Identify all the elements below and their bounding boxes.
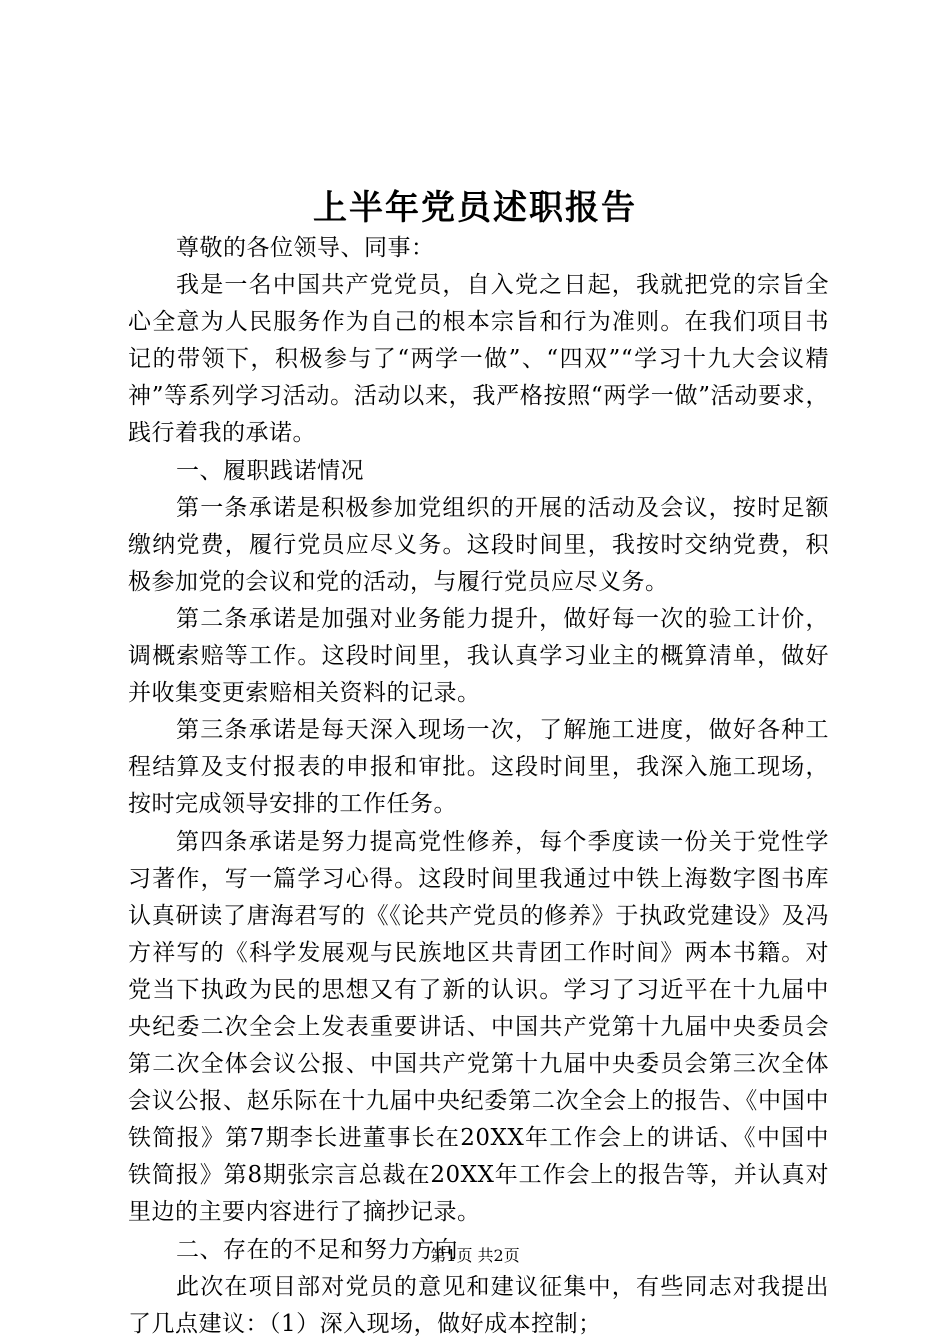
page-footer: 第1页 共2页 xyxy=(430,1246,520,1265)
salutation-paragraph: 尊敬的各位领导、同事： xyxy=(176,235,435,261)
section-heading-2: 二、存在的不足和努力方向 xyxy=(176,1236,458,1263)
commitment-2-paragraph: 第二条承诺是加强对业务能力提升，做好每一次的验工计价，调概索赔等工作。这段时间里，我认真学习业主的概算清单，做好并收集变更索赔相关资料的记录。 xyxy=(128,605,829,707)
commitment-4-paragraph: 第四条承诺是努力提高党性修养，每个季度读一份关于党性学习著作，写一篇学习心得。这段时间里我通过中铁上海数字图书库认真研读了唐海君写的《《论共产党员的修养》于执政党建设》及冯方祥写的《科学发展观与民族地区共青团工作时间》两本书籍。对党当下执政为民的思想又有了新的认识。学习了习近平在十九届中央纪委二次全会上发表重要讲话、中国共产党第十九届中央委员会第二次全体会议公报、中国共产党第十九届中央委员会第三次全体会议公报、赵乐际在十九届中央纪委第二次全会上的报告、《中国中铁简报》第7期李长进董事长在20XX年工作会上的讲话、《中国中铁简报》第8期张宗言总裁在20XX年工作会上的报告等，并认真对里边的主要内容进行了摘抄记录。 xyxy=(128,828,829,1226)
commitment-1-paragraph: 第一条承诺是积极参加党组织的开展的活动及会议，按时足额缴纳党费，履行党员应尽义务。这段时间里，我按时交纳党费，积极参加党的会议和党的活动，与履行党员应尽义务。 xyxy=(128,494,829,595)
commitment-3-paragraph: 第三条承诺是每天深入现场一次，了解施工进度，做好各种工程结算及支付报表的申报和审批。这段时间里，我深入施工现场，按时完成领导安排的工作任务。 xyxy=(128,717,829,818)
intro-paragraph: 我是一名中国共产党党员，自入党之日起，我就把党的宗旨全心全意为人民服务作为自己的根本宗旨和行为准则。在我们项目书记的带领下，积极参与了“两学一做”、“四双”“学习十九大会议精神”等系列学习活动。活动以来，我严格按照“两学一做”活动要求，践行着我的承诺。 xyxy=(128,272,829,447)
suggestions-paragraph: 此次在项目部对党员的意见和建议征集中，有些同志对我提出了几点建议：（1）深入现场，做好成本控制； xyxy=(128,1273,829,1337)
document-body xyxy=(128,230,829,1343)
document-title: 上半年党员述职报告 xyxy=(313,188,637,228)
section-heading-1: 一、履职践诺情况 xyxy=(176,457,364,484)
